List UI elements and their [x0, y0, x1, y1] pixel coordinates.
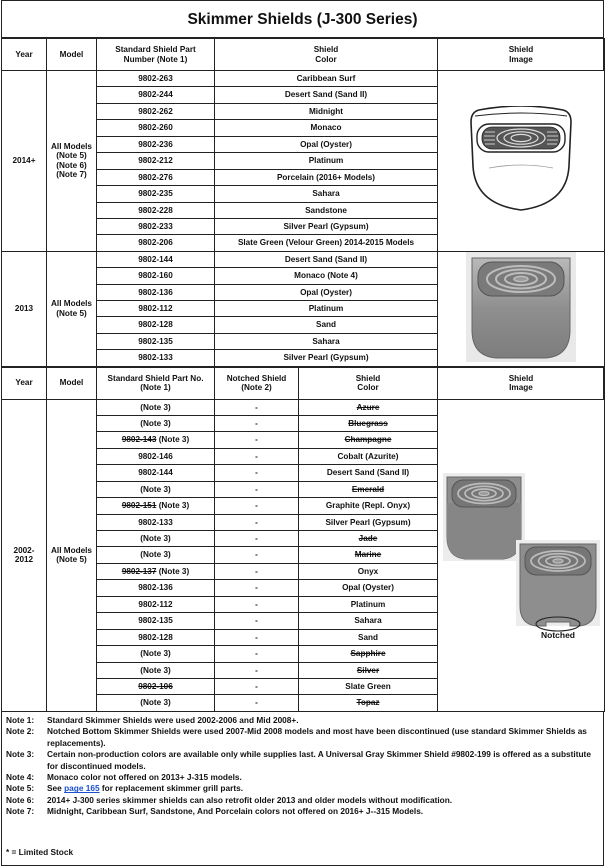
part-number-cell: [97, 695, 215, 711]
header-year: Year: [2, 39, 47, 71]
shield-color-cell: [299, 432, 438, 448]
shield-color: Slate Green: [345, 681, 391, 691]
shield-color: Silver Pearl (Gypsum): [325, 517, 411, 527]
note-item: [6, 749, 599, 772]
part-number-cell: [97, 498, 215, 514]
notched-cell: -: [215, 695, 299, 711]
shield-color: Bluegrass: [348, 418, 388, 428]
notched-label: Notched: [541, 630, 575, 641]
part-number-cell: [97, 629, 215, 645]
note-item: [6, 783, 599, 794]
part-number-cell: 9802-233: [97, 218, 215, 234]
header-notched: Notched Shield (Note 2): [215, 367, 299, 399]
shield-color-cell: [299, 415, 438, 431]
note-text: Notched Bottom Skimmer Shields were used 2007-Mid 2008 models and most have been discontinued (use standard Skimmer Shields as replacements).: [47, 726, 587, 748]
notched-cell: -: [215, 547, 299, 563]
table-header-row: [2, 367, 605, 399]
note-key: Note 6:: [6, 794, 35, 805]
note-item: [6, 772, 599, 783]
note-item: [6, 806, 599, 817]
shield-color-cell: [299, 662, 438, 678]
notched-cell: -: [215, 662, 299, 678]
part-note: (Note 3): [156, 435, 190, 445]
part-number-cell: 9802-136: [97, 284, 215, 300]
shield-color-cell: Slate Green (Velour Green) 2014-2015 Models: [215, 235, 438, 251]
notched-cell: -: [215, 432, 299, 448]
note-item: [6, 715, 599, 726]
shield-color: Emerald: [351, 484, 385, 494]
note-text: [47, 783, 599, 794]
shield-color: Topaz: [356, 698, 380, 708]
shield-color-cell: Silver Pearl (Gypsum): [215, 350, 438, 366]
part-number-cell: 9802-144: [97, 251, 215, 267]
notched-cell: -: [215, 514, 299, 530]
shield-color-cell: Sahara: [215, 333, 438, 349]
part-number: (Note 3): [140, 649, 171, 659]
notched-cell: -: [215, 531, 299, 547]
shield-color: Graphite (Repl. Onyx): [325, 501, 411, 511]
shield-color-cell: Monaco: [215, 120, 438, 136]
shield-color-cell: Sahara: [215, 186, 438, 202]
shield-image-cell: [438, 71, 605, 252]
part-number: (Note 3): [140, 550, 171, 560]
shield-color: Marine: [354, 550, 382, 560]
shield-color-cell: [299, 613, 438, 629]
part-number-cell: [97, 531, 215, 547]
shield-image-gray-notched: [516, 540, 600, 638]
notched-cell: -: [215, 465, 299, 481]
shield-color-cell: Desert Sand (Sand II): [215, 251, 438, 267]
shield-color: Cobalt (Azurite): [337, 451, 399, 461]
note-key: Note 5:: [6, 783, 35, 794]
table-row: [2, 251, 605, 267]
header-image: Shield Image: [438, 39, 605, 71]
header-part: Standard Shield Part No. (Note 1): [97, 367, 215, 399]
shield-color-cell: [299, 563, 438, 579]
part-number: (Note 3): [140, 402, 171, 412]
part-number-cell: 9802-228: [97, 202, 215, 218]
note-key: Note 2:: [6, 726, 35, 737]
shield-color: Onyx: [357, 566, 379, 576]
note-text: Monaco color not offered on 2013+ J-315 models.: [47, 772, 242, 783]
shield-color-cell: [299, 481, 438, 497]
part-note: (Note 3): [156, 501, 190, 511]
part-number: 9802-112: [138, 599, 173, 609]
notched-cell: -: [215, 498, 299, 514]
shield-color-cell: [299, 646, 438, 662]
model-cell: All Models (Note 5): [47, 399, 97, 711]
year-cell: 2013: [2, 251, 47, 366]
shield-color-cell: [299, 514, 438, 530]
header-image: Shield Image: [438, 367, 605, 399]
part-number-cell: 9802-235: [97, 186, 215, 202]
notched-cell: -: [215, 481, 299, 497]
part-number-cell: 9802-276: [97, 169, 215, 185]
model-cell: All Models (Note 5) (Note 6) (Note 7): [47, 71, 97, 252]
shield-color-cell: Silver Pearl (Gypsum): [215, 218, 438, 234]
shield-color-cell: [299, 399, 438, 415]
shield-color: Champagne: [344, 435, 392, 445]
part-number-cell: [97, 613, 215, 629]
shield-image-gray: [466, 252, 576, 362]
part-number-cell: [97, 580, 215, 596]
part-number-cell: 9802-206: [97, 235, 215, 251]
part-number: 9802-128: [138, 632, 173, 642]
part-number: (Note 3): [140, 665, 171, 675]
table-row: [2, 71, 605, 87]
shield-image-gray-small: [443, 473, 525, 561]
shield-color-cell: [299, 596, 438, 612]
shield-color: Sahara: [354, 616, 382, 626]
part-number: 9802-106: [138, 681, 173, 691]
part-number-cell: [97, 646, 215, 662]
shield-color-cell: [299, 629, 438, 645]
part-number-cell: [97, 432, 215, 448]
year-cell: 2002-2012: [2, 399, 47, 711]
page: [1, 0, 604, 866]
part-number-cell: [97, 399, 215, 415]
shield-color-cell: [299, 547, 438, 563]
note-text: Certain non-production colors are available only while supplies last. A Universal Gray Skimmer Shield #9802-199 is offered as a substitute for discontinued models.: [47, 749, 591, 771]
page-165-link[interactable]: page 165: [64, 783, 100, 794]
note-key: Note 4:: [6, 772, 35, 783]
part-number-cell: [97, 415, 215, 431]
header-part: Standard Shield Part Number (Note 1): [97, 39, 215, 71]
note-text-before: See: [47, 783, 65, 794]
note-text-after: for replacement skimmer grill parts.: [99, 783, 243, 794]
part-number-cell: 9802-262: [97, 103, 215, 119]
page-title: Skimmer Shields (J-300 Series): [2, 1, 603, 38]
shield-color-cell: Sandstone: [215, 202, 438, 218]
note-item: [6, 795, 599, 806]
shield-color-cell: Platinum: [215, 300, 438, 316]
part-number: 9802-133: [138, 517, 173, 527]
notched-shield-figure: [516, 540, 600, 640]
shield-color: Sand: [357, 632, 379, 642]
shield-color: Azure: [356, 402, 380, 412]
shield-color-cell: Platinum: [215, 153, 438, 169]
shield-color: Sapphire: [350, 649, 386, 659]
part-number-cell: 9802-236: [97, 136, 215, 152]
shield-color: Silver: [356, 665, 380, 675]
header-color: Shield Color: [299, 367, 438, 399]
notched-cell: -: [215, 646, 299, 662]
table-row: [2, 399, 605, 415]
note-text: Standard Skimmer Shields were used 2002-2006 and Mid 2008+.: [47, 715, 299, 725]
discontinued-part-number: 9802-151: [121, 501, 157, 511]
shield-color-cell: Opal (Oyster): [215, 284, 438, 300]
part-number-cell: 9802-244: [97, 87, 215, 103]
shield-color-cell: [299, 498, 438, 514]
shield-image-2014: [465, 106, 577, 214]
shield-image-cell: [438, 399, 605, 711]
note-text: 2014+ J-300 series skimmer shields can also retrofit older 2013 and older models without modification.: [47, 794, 453, 805]
part-number-cell: [97, 563, 215, 579]
part-number-cell: [97, 547, 215, 563]
shield-color-cell: Midnight: [215, 103, 438, 119]
shield-table-2013-plus: [1, 38, 605, 367]
notched-cell: -: [215, 415, 299, 431]
notched-cell: -: [215, 613, 299, 629]
part-number-cell: [97, 481, 215, 497]
part-number: 9802-135: [138, 616, 173, 626]
part-number: (Note 3): [140, 418, 171, 428]
part-number: (Note 3): [140, 484, 171, 494]
shield-color-cell: [299, 580, 438, 596]
part-number-cell: [97, 448, 215, 464]
part-number-cell: 9802-133: [97, 350, 215, 366]
shield-color-cell: [299, 531, 438, 547]
header-model: Model: [47, 367, 97, 399]
shield-color: Jade: [358, 534, 378, 544]
header-model: Model: [47, 39, 97, 71]
notched-cell: -: [215, 596, 299, 612]
part-number-cell: [97, 662, 215, 678]
note-key: Note 3:: [6, 749, 35, 760]
part-number-cell: 9802-263: [97, 71, 215, 87]
shield-image-group: [438, 405, 605, 705]
shield-color-cell: Monaco (Note 4): [215, 268, 438, 284]
discontinued-part-number: 9802-137: [121, 566, 157, 576]
table-header-row: [2, 39, 605, 71]
part-number-cell: 9802-112: [97, 300, 215, 316]
shield-color-cell: Caribbean Surf: [215, 71, 438, 87]
notched-cell: -: [215, 399, 299, 415]
part-number: 9802-146: [138, 451, 173, 461]
part-number: 9802-136: [138, 583, 173, 593]
year-cell: 2014+: [2, 71, 47, 252]
note-text: Midnight, Caribbean Surf, Sandstone, And Porcelain colors not offered on 2016+ J--315 Models.: [47, 806, 424, 817]
shield-color-cell: [299, 695, 438, 711]
notched-cell: -: [215, 678, 299, 694]
standard-shield-figure: [443, 473, 525, 563]
shield-color-cell: Porcelain (2016+ Models): [215, 169, 438, 185]
shield-color-cell: [299, 448, 438, 464]
part-number: (Note 3): [140, 534, 171, 544]
notched-cell: -: [215, 629, 299, 645]
shield-color: Platinum: [350, 599, 386, 609]
shield-image-cell: [438, 251, 605, 366]
part-number-cell: 9802-160: [97, 268, 215, 284]
model-cell: All Models (Note 5): [47, 251, 97, 366]
notched-cell: -: [215, 563, 299, 579]
shield-color-cell: [299, 678, 438, 694]
shield-color-cell: Opal (Oyster): [215, 136, 438, 152]
part-number-cell: 9802-128: [97, 317, 215, 333]
limited-stock-legend: * = Limited Stock: [6, 847, 74, 857]
note-key: Note 7:: [6, 806, 35, 817]
shield-color-cell: Desert Sand (Sand II): [215, 87, 438, 103]
part-number-cell: [97, 596, 215, 612]
header-year: Year: [2, 367, 47, 399]
shield-color: Desert Sand (Sand II): [326, 468, 410, 478]
part-note: (Note 3): [156, 566, 190, 576]
shield-color-cell: [299, 465, 438, 481]
part-number-cell: [97, 465, 215, 481]
part-number: (Note 3): [140, 698, 171, 708]
notched-cell: -: [215, 448, 299, 464]
header-color: Shield Color: [215, 39, 438, 71]
part-number-cell: 9802-135: [97, 333, 215, 349]
note-key: Note 1:: [6, 715, 35, 725]
shield-color: Opal (Oyster): [342, 583, 394, 593]
part-number-cell: 9802-260: [97, 120, 215, 136]
part-number-cell: 9802-212: [97, 153, 215, 169]
notes-section: [2, 712, 603, 821]
shield-color-cell: Sand: [215, 317, 438, 333]
part-number-cell: [97, 678, 215, 694]
note-item: [6, 726, 599, 749]
discontinued-part-number: 9802-143: [121, 435, 157, 445]
part-number-cell: [97, 514, 215, 530]
part-number: 9802-144: [138, 468, 173, 478]
notched-cell: -: [215, 580, 299, 596]
shield-table-2002-2012: [1, 367, 605, 712]
